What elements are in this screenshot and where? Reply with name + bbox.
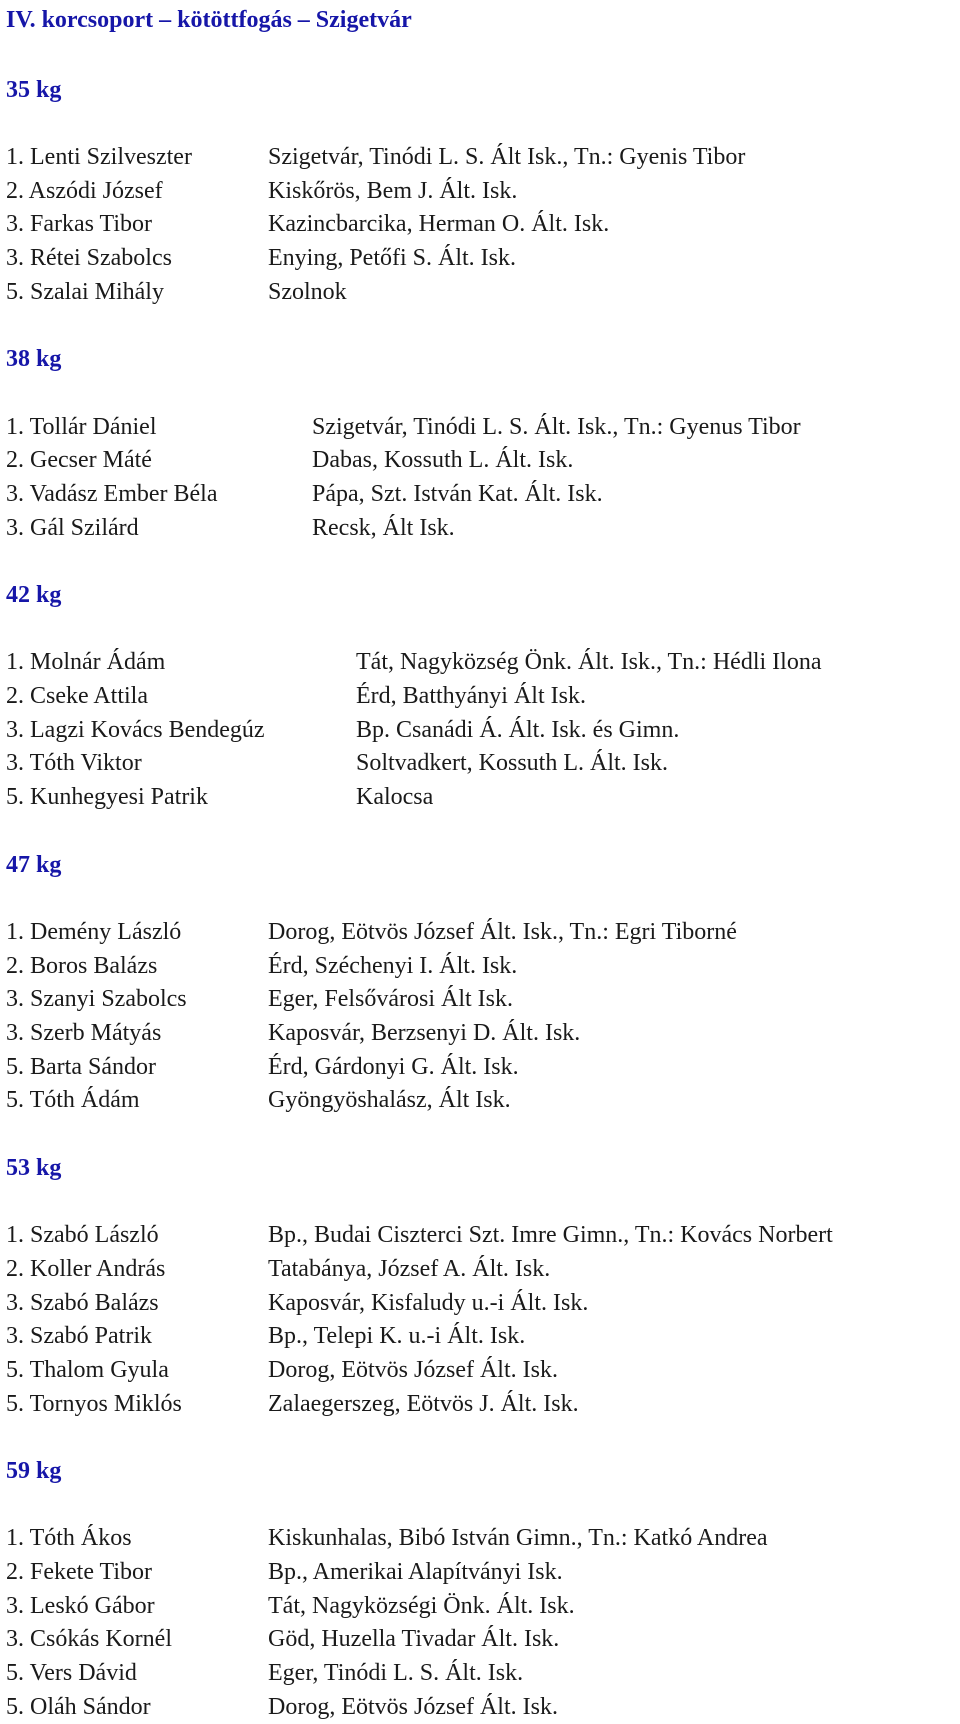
result-row [6,208,956,242]
competitor-name: 3. Vadász Ember Béla [6,480,218,507]
competitor-school: Bp., Telepi K. u.-i Ált. Isk. [268,1323,526,1350]
competitor-school: Kaposvár, Kisfaludy u.-i Ált. Isk. [268,1289,589,1316]
result-row [6,916,956,950]
competitor-school: Pápa, Szt. István Kat. Ált. Isk. [312,480,603,507]
competitor-name: 2. Fekete Tibor [6,1559,153,1586]
competitor-name: 3. Csókás Kornél [6,1626,172,1653]
result-row [6,1623,956,1657]
category-heading: 35 kg [6,76,62,103]
competitor-name: 5. Thalom Gyula [6,1356,169,1383]
result-row [6,983,956,1017]
result-row [6,512,956,546]
competitor-school: Tát, Nagyközségi Önk. Ált. Isk. [268,1592,575,1619]
competitor-name: 2. Koller András [6,1255,166,1282]
competitor-school: Eger, Felsővárosi Ált Isk. [268,986,514,1013]
competitor-name: 5. Tornyos Miklós [6,1390,182,1417]
competitor-name: 5. Tóth Ádám [6,1087,140,1114]
competitor-name: 3. Farkas Tibor [6,211,153,238]
result-row [6,1219,956,1253]
competitor-school: Tatabánya, József A. Ált. Isk. [268,1255,551,1282]
category-heading: 38 kg [6,346,62,373]
competitor-name: 1. Szabó László [6,1222,159,1249]
competitor-school: Recsk, Ált Isk. [312,514,455,541]
competitor-school: Bp., Budai Ciszterci Szt. Imre Gimn., Tn.: Kovács Norbert [268,1222,833,1249]
competitor-school: Dorog, Eötvös József Ált. Isk., Tn.: Egri Tiborné [268,918,737,945]
competitor-name: 3. Gál Szilárd [6,514,139,541]
weight-class-53kg [6,1152,956,1422]
result-row [6,1320,956,1354]
competitor-name: 3. Rétei Szabolcs [6,245,172,272]
result-row [6,1388,956,1422]
result-row [6,411,956,445]
result-row [6,1354,956,1388]
result-row [6,1084,956,1118]
competitor-name: 3. Szanyi Szabolcs [6,986,187,1013]
result-row [6,478,956,512]
result-row [6,1556,956,1590]
competitor-name: 3. Tóth Viktor [6,750,142,777]
competitor-name: 2. Boros Balázs [6,952,158,979]
weight-class-42kg [6,579,956,815]
weight-class-38kg [6,343,956,545]
result-row [6,242,956,276]
result-row [6,1691,956,1724]
competitor-school: Érd, Széchenyi I. Ált. Isk. [268,952,518,979]
competitor-name: 5. Barta Sándor [6,1053,156,1080]
competitor-name: 5. Szalai Mihály [6,278,164,305]
competitor-name: 5. Vers Dávid [6,1660,137,1687]
competitor-school: Kalocsa [356,784,434,811]
result-row [6,1657,956,1691]
competitor-school: Dabas, Kossuth L. Ált. Isk. [312,447,574,474]
competitor-name: 3. Leskó Gábor [6,1592,155,1619]
result-row [6,276,956,310]
competitor-school: Dorog, Eötvös József Ált. Isk. [268,1693,558,1720]
competitor-name: 1. Demény László [6,918,182,945]
competitor-school: Bp., Amerikai Alapítványi Isk. [268,1559,563,1586]
result-row [6,680,956,714]
competitor-school: Érd, Gárdonyi G. Ált. Isk. [268,1053,519,1080]
competitor-school: Szolnok [268,278,347,305]
weight-class-47kg [6,849,956,1119]
result-row [6,1287,956,1321]
results-document [6,0,956,1724]
result-row [6,950,956,984]
competitor-name: 5. Kunhegyesi Patrik [6,784,208,811]
category-heading: 42 kg [6,582,62,609]
competitor-name: 2. Aszódi József [6,177,163,204]
result-row [6,781,956,815]
competitor-name: 5. Oláh Sándor [6,1693,151,1720]
category-heading: 47 kg [6,851,62,878]
category-heading: 53 kg [6,1154,62,1181]
competitor-school: Kiskunhalas, Bibó István Gimn., Tn.: Katkó Andrea [268,1525,768,1552]
competitor-name: 1. Tóth Ákos [6,1525,132,1552]
competitor-name: 3. Lagzi Kovács Bendegúz [6,716,265,743]
competitor-school: Eger, Tinódi L. S. Ált. Isk. [268,1660,524,1687]
result-row [6,1590,956,1624]
result-row [6,1522,956,1556]
result-row [6,1253,956,1287]
competitor-school: Tát, Nagyközség Önk. Ált. Isk., Tn.: Hédli Ilona [356,649,822,676]
result-row [6,747,956,781]
competitor-school: Zalaegerszeg, Eötvös J. Ált. Isk. [268,1390,579,1417]
competitor-school: Dorog, Eötvös József Ált. Isk. [268,1356,558,1383]
result-row [6,141,956,175]
competitor-name: 1. Molnár Ádám [6,649,166,676]
competitor-school: Kazincbarcika, Herman O. Ált. Isk. [268,211,610,238]
result-row [6,444,956,478]
result-row [6,175,956,209]
competitor-school: Bp. Csanádi Á. Ált. Isk. és Gimn. [356,716,680,743]
competitor-school: Göd, Huzella Tivadar Ált. Isk. [268,1626,560,1653]
competitor-school: Enying, Petőfi S. Ált. Isk. [268,245,517,272]
weight-class-35kg [6,74,956,310]
category-heading: 59 kg [6,1457,62,1484]
weight-class-59kg [6,1455,956,1724]
competitor-school: Érd, Batthyányi Ált Isk. [356,683,586,710]
competitor-school: Kiskőrös, Bem J. Ált. Isk. [268,177,518,204]
competitor-name: 2. Cseke Attila [6,683,148,710]
competitor-school: Kaposvár, Berzsenyi D. Ált. Isk. [268,1020,581,1046]
competitor-name: 1. Lenti Szilveszter [6,144,192,171]
competitor-name: 3. Szabó Balázs [6,1289,159,1316]
result-row [6,1017,956,1051]
competitor-school: Gyöngyöshalász, Ált Isk. [268,1087,511,1114]
competitor-name: 3. Szabó Patrik [6,1323,152,1350]
competitor-school: Soltvadkert, Kossuth L. Ált. Isk. [356,750,668,777]
result-row [6,1051,956,1085]
competitor-school: Szigetvár, Tinódi L. S. Ált. Isk., Tn.: Gyenus Tibor [312,413,801,440]
result-row [6,646,956,680]
competitor-name: 2. Gecser Máté [6,447,152,474]
result-row [6,714,956,748]
page-title: IV. korcsoport – kötöttfogás – Szigetvár [6,7,412,33]
competitor-school: Szigetvár, Tinódi L. S. Ált Isk., Tn.: Gyenis Tibor [268,144,746,171]
competitor-name: 3. Szerb Mátyás [6,1020,162,1046]
competitor-name: 1. Tollár Dániel [6,413,157,440]
